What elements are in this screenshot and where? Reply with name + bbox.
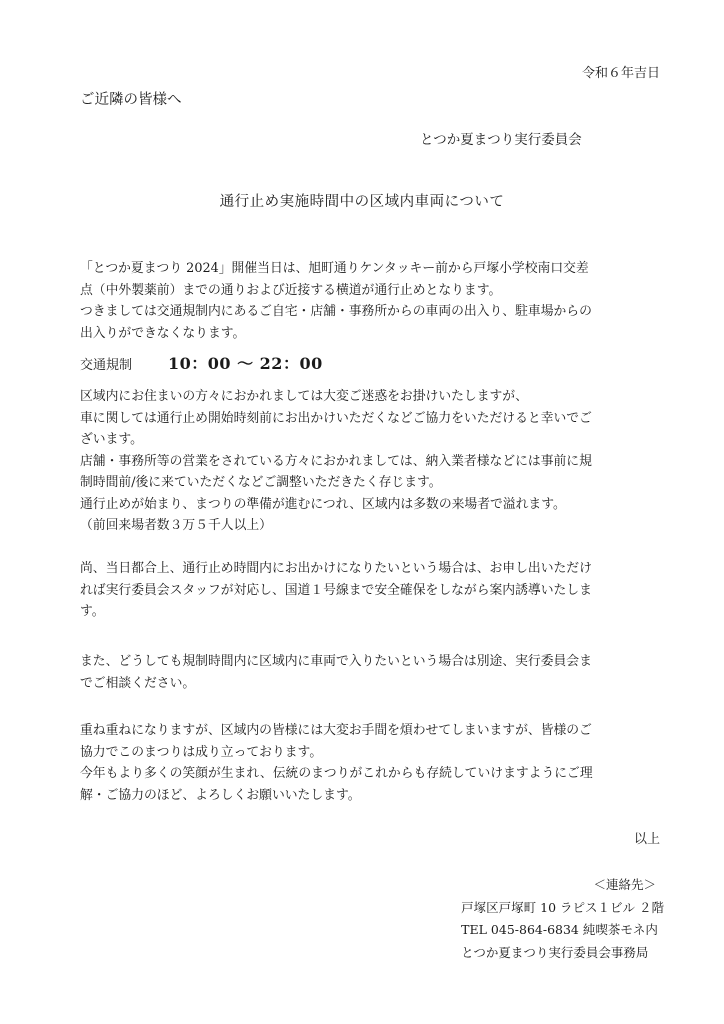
text-line: 店舗・事務所等の営業をされている方々におかれましては、納入業者様などには事前に規 <box>80 453 592 469</box>
text-line: 尚、当日都合上、通行止め時間内にお出かけになりたいという場合は、お申し出いただけ <box>80 561 592 576</box>
text-line: 点（中外製薬前）までの通りおよび近接する横道が通行止めとなります。 <box>80 282 502 298</box>
text-line: 通行止めが始まり、まつりの準備が進むにつれ、区域内は多数の来場者で溢れます。 <box>80 496 566 512</box>
text-line: 車に関しては通行止め開始時刻前にお出かけいただくなどご協力をいただけると幸いでご <box>80 410 592 426</box>
regulation-label: 交通規制 <box>80 358 133 373</box>
text-line: でご相談ください。 <box>80 675 196 691</box>
paragraph-escort-service <box>80 558 670 623</box>
text-line: （前回来場者数３万５千人以上） <box>80 518 272 533</box>
paragraph-request-residents <box>80 386 670 537</box>
text-line: す。 <box>80 604 105 619</box>
document-title: 通行止め実施時間中の区域内車両について <box>219 194 505 210</box>
text-line: ざいます。 <box>80 432 143 447</box>
contact-phone: TEL 045-864-6834 純喫茶モネ内 <box>461 922 658 937</box>
closing-mark: 以上 <box>633 832 660 847</box>
paragraph-road-closure <box>80 258 670 344</box>
contact-block <box>461 874 664 964</box>
text-line: 制時間前/後に来ていただくなどご調整いただきたく存じます。 <box>80 475 442 490</box>
recipient-line: ご近隣の皆様へ <box>80 92 182 108</box>
text-line: 「とつか夏まつり 2024」開催当日は、旭町通りケンタッキー前から戸塚小学校南口交差 <box>80 261 589 276</box>
contact-address: 戸塚区戸塚町 10 ラピス１ビル ２階 <box>461 899 664 915</box>
text-line: 解・ご協力のほど、よろしくお願いいたします。 <box>80 787 361 803</box>
paragraph-consultation <box>80 651 670 694</box>
regulation-time: 10：00 〜 22：00 <box>168 354 323 373</box>
text-line: 区域内にお住まいの方々におかれましては大変ご迷惑をお掛けいたしますが、 <box>80 389 528 404</box>
sender-organization: とつか夏まつり実行委員会 <box>420 132 582 148</box>
document-date: 令和６年吉日 <box>581 66 660 81</box>
text-line: 重ね重ねになりますが、区域内の皆様には大変お手間を煩わせてしまいますが、皆様のご <box>80 723 592 738</box>
traffic-regulation-row <box>80 354 323 373</box>
text-line: 今年もより多くの笑顔が生まれ、伝統のまつりがこれからも存続していけますようにご理 <box>80 766 593 781</box>
paragraph-thanks <box>80 720 670 806</box>
text-line: 協力でこのまつりは成り立っております。 <box>80 744 323 760</box>
text-line: 出入りができなくなります。 <box>80 325 246 341</box>
text-line: つきましては交通規制内にあるご自宅・店舗・事務所からの車両の出入り、駐車場からの <box>80 304 592 319</box>
contact-heading: ＜連絡先＞ <box>593 877 656 892</box>
contact-office: とつか夏まつり実行委員会事務局 <box>461 944 649 960</box>
text-line: また、どうしても規制時間内に区域内に車両で入りたいという場合は別途、実行委員会ま <box>80 654 592 669</box>
text-line: れば実行委員会スタッフが対応し、国道１号線まで安全確保をしながら案内誘導いたしま <box>80 582 592 598</box>
